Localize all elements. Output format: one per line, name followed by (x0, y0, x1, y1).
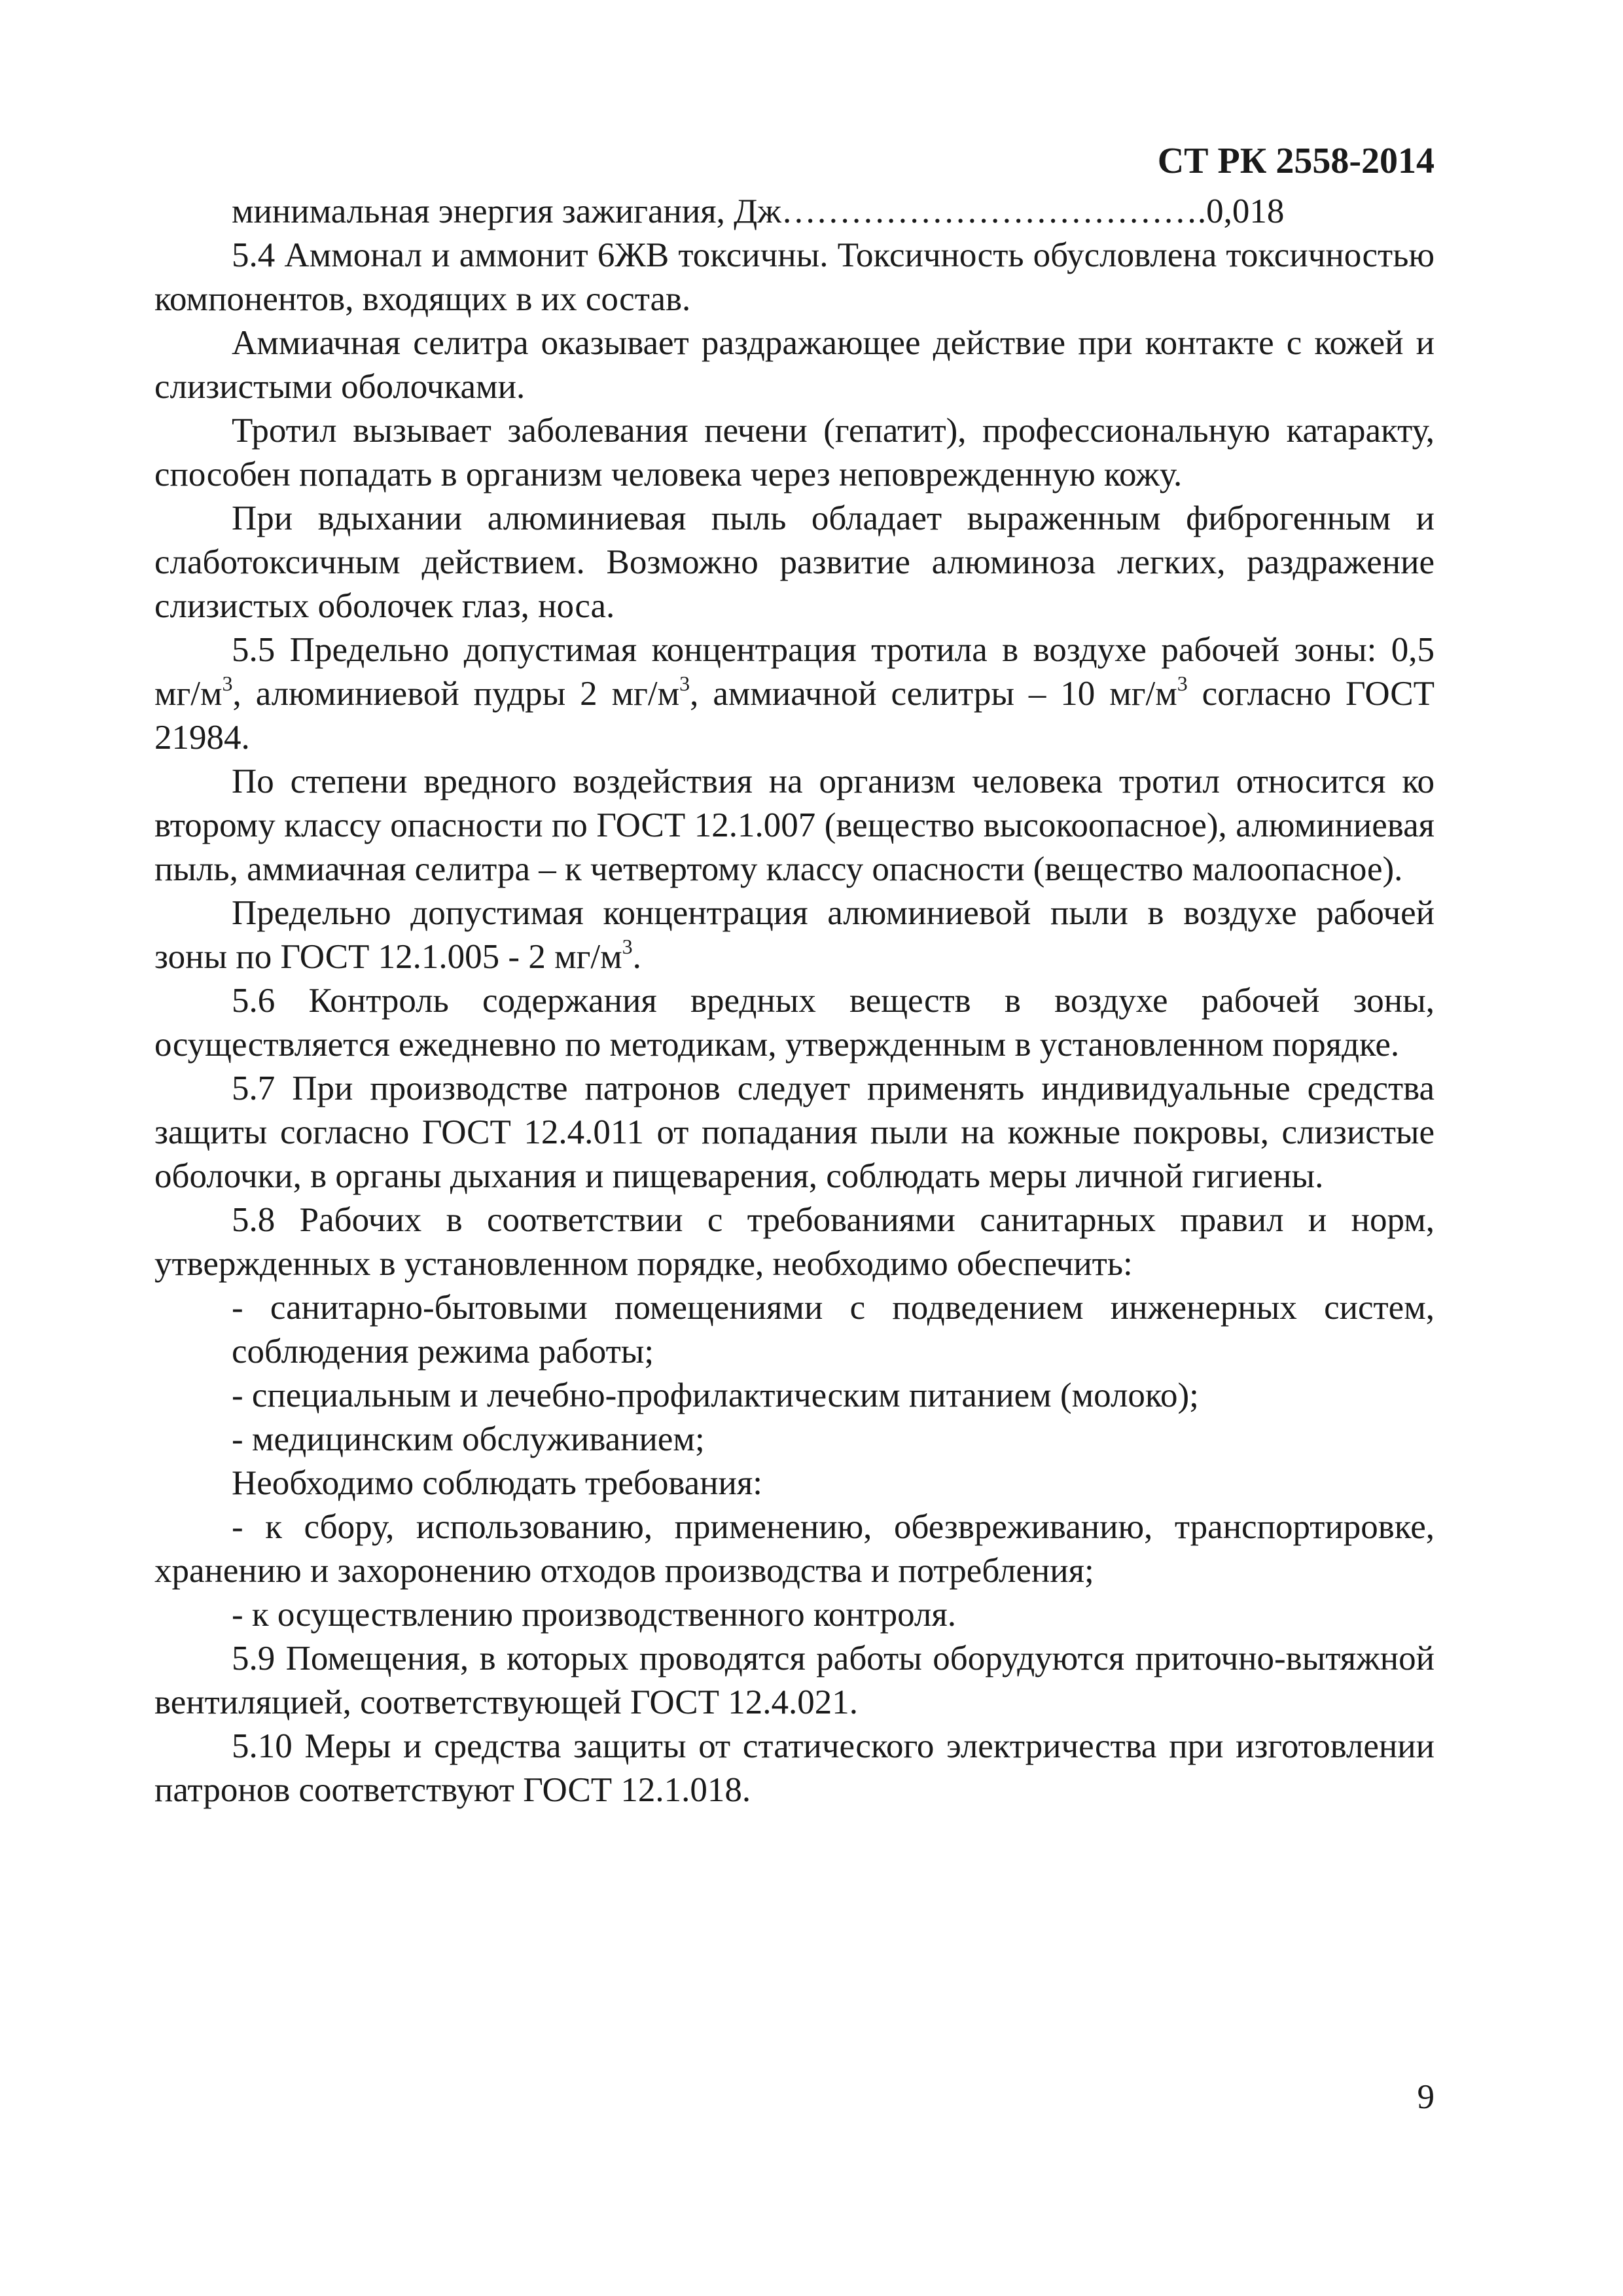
list-item: - медицинским обслуживанием; (232, 1420, 705, 1458)
list-item: - санитарно-бытовыми помещениями с подведением инженерных систем, соблюдения режима работы; (232, 1289, 1435, 1371)
list-item: - специальным и лечебно-профилактическим питанием (молоко); (232, 1376, 1199, 1414)
page-number: 9 (1417, 2078, 1435, 2116)
text-segment: , аммиачной селитры – 10 мг/м (690, 675, 1177, 713)
paragraph-trotyl: Тротил вызывает заболевания печени (гепатит), профессиональную катаракту, способен попадать в организм человека через неповрежденную кожу. (154, 412, 1435, 493)
text-segment: согласно ГОСТ 21984. (154, 675, 1435, 757)
list-item: - к осуществлению производственного контроля. (232, 1596, 956, 1634)
list-item: - к сбору, использованию, применению, обезвреживанию, транспортировке, хранению и захоронению отходов производства и потребления; (154, 1508, 1435, 1590)
paragraph-hazard-class: По степени вредного воздействия на организм человека тротил относится ко второму классу опасности по ГОСТ 12.1.007 (вещество высокоопасное), алюминиевая пыль, аммиачная селитра – к четвертому классу опасности (вещество малоопасное). (154, 762, 1435, 888)
document-body (154, 190, 1435, 1812)
paragraph-aluminium-dust: При вдыхании алюминиевая пыль обладает выраженным фиброгенным и слаботоксичным действием. Возможно развитие алюминоза легких, раздражение слизистых оболочек глаз, носа. (154, 499, 1435, 625)
text-segment: . (632, 938, 641, 976)
superscript: 3 (222, 672, 233, 695)
paragraph-5-6: 5.6 Контроль содержания вредных веществ в воздухе рабочей зоны, осуществляется ежедневно по методикам, утвержденным в установленном порядке. (154, 982, 1435, 1064)
paragraph-5-8: 5.8 Рабочих в соответствии с требованиями санитарных правил и норм, утвержденных в установленном порядке, необходимо обеспечить: (154, 1201, 1435, 1283)
paragraph-5-4: 5.4 Аммонал и аммонит 6ЖВ токсичны. Токсичность обусловлена токсичностью компонентов, входящих в их состав. (154, 236, 1435, 318)
energy-line: минимальная энергия зажигания, Дж……………………………….0,018 (232, 192, 1285, 230)
paragraph-ammonium-nitrate: Аммиачная селитра оказывает раздражающее действие при контакте с кожей и слизистыми оболочками. (154, 324, 1435, 406)
standard-header: СТ РК 2558-2014 (1157, 141, 1435, 181)
paragraph-requirements: Необходимо соблюдать требования: (232, 1464, 763, 1502)
paragraph-5-5 (154, 628, 1435, 760)
text-segment: Предельно допустимая концентрация алюминиевой пыли в воздухе рабочей зоны по ГОСТ 12.1.005 - 2 мг/м (154, 894, 1435, 976)
text-segment: 5.5 Предельно допустимая концентрация тротила в воздухе рабочей зоны: 0,5 мг/м (154, 631, 1435, 713)
paragraph-5-7: 5.7 При производстве патронов следует применять индивидуальные средства защиты согласно ГОСТ 12.4.011 от попадания пыли на кожные покровы, слизистые оболочки, в органы дыхания и пищеварения, соблюдать меры личной гигиены. (154, 1069, 1435, 1195)
paragraph-5-10: 5.10 Меры и средства защиты от статического электричества при изготовлении патронов соответствуют ГОСТ 12.1.018. (154, 1727, 1435, 1809)
superscript: 3 (622, 935, 633, 958)
superscript: 3 (1177, 672, 1188, 695)
paragraph-5-9: 5.9 Помещения, в которых проводятся работы оборудуются приточно-вытяжной вентиляцией, соответствующей ГОСТ 12.4.021. (154, 1640, 1435, 1721)
text-segment: , алюминиевой пудры 2 мг/м (232, 675, 680, 713)
paragraph-aluminium-limit (154, 891, 1435, 979)
superscript: 3 (679, 672, 690, 695)
